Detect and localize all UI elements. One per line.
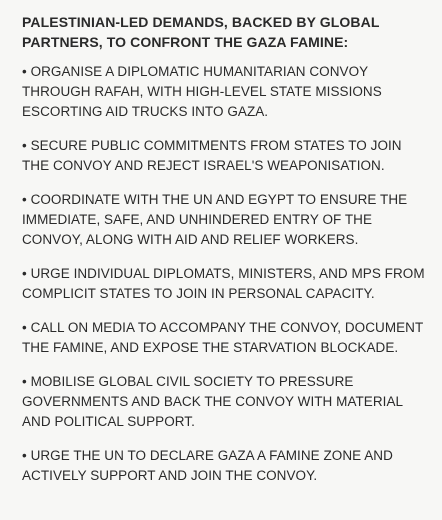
document-heading: PALESTINIAN-LED DEMANDS, BACKED BY GLOBAL PARTNERS, TO CONFRONT THE GAZA FAMINE: xyxy=(22,14,380,50)
demand-item: • COORDINATE WITH THE UN AND EGYPT TO ENSURE THE IMMEDIATE, SAFE, AND UNHINDERED ENTRY OF THE CONVOY, ALONG WITH AID AND RELIEF WORKERS. xyxy=(22,192,408,247)
demands-list xyxy=(22,62,426,486)
demand-item: • SECURE PUBLIC COMMITMENTS FROM STATES TO JOIN THE CONVOY AND REJECT ISRAEL'S WEAPONISATION. xyxy=(22,138,402,173)
demand-item: • URGE THE UN TO DECLARE GAZA A FAMINE ZONE AND ACTIVELY SUPPORT AND JOIN THE CONVOY. xyxy=(22,448,393,483)
demand-item: • MOBILISE GLOBAL CIVIL SOCIETY TO PRESSURE GOVERNMENTS AND BACK THE CONVOY WITH MATERIAL AND POLITICAL SUPPORT. xyxy=(22,374,403,429)
demand-item: • CALL ON MEDIA TO ACCOMPANY THE CONVOY, DOCUMENT THE FAMINE, AND EXPOSE THE STARVATION BLOCKADE. xyxy=(22,320,424,355)
demand-item: • URGE INDIVIDUAL DIPLOMATS, MINISTERS, AND MPS FROM COMPLICIT STATES TO JOIN IN PERSONAL CAPACITY. xyxy=(22,266,425,301)
demand-item: • ORGANISE A DIPLOMATIC HUMANITARIAN CONVOY THROUGH RAFAH, WITH HIGH-LEVEL STATE MISSIONS ESCORTING AID TRUCKS INTO GAZA. xyxy=(22,64,382,119)
